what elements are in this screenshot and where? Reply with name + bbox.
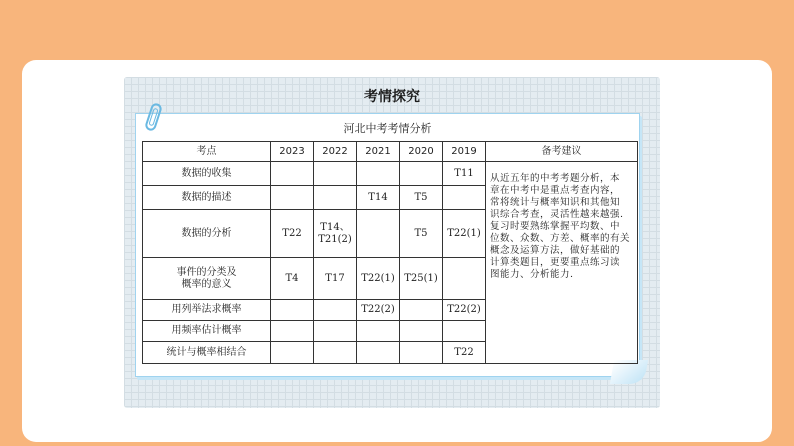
advice-line: 章在中考中是重点考查内容， <box>490 185 621 196</box>
card-title: 考情探究 <box>364 89 420 105</box>
advice-line: 复习时要熟练掌握平均数、中 <box>490 221 621 232</box>
cell-2019: T11 <box>443 162 486 186</box>
cell-2021 <box>357 210 400 258</box>
cell-2023 <box>271 300 314 321</box>
header-2020: 2020 <box>400 142 443 162</box>
cell-2022 <box>314 258 357 300</box>
cell-2021 <box>357 321 400 342</box>
cell-line: T17 <box>325 272 345 284</box>
cell-2022 <box>314 186 357 210</box>
topic-cell: 用列举法求概率 <box>143 300 271 321</box>
cell-2019: T22(2) <box>443 300 486 321</box>
cell-2022 <box>314 210 357 258</box>
header-2023: 2023 <box>271 142 314 162</box>
cell-2020 <box>400 321 443 342</box>
cell-line: T21(2) <box>318 233 352 245</box>
cell-2023 <box>271 162 314 186</box>
cell-2020: T25(1) <box>400 258 443 300</box>
advice-line: 从近五年的中考考题分析，本 <box>490 173 621 184</box>
cell-2019 <box>443 321 486 342</box>
analysis-table <box>142 141 638 364</box>
advice-line: 图能力、分析能力. <box>490 269 574 280</box>
cell-line: T14、 <box>320 221 350 233</box>
cell-2019: T22 <box>443 342 486 364</box>
cell-2021 <box>357 162 400 186</box>
cell-2019: T22(1) <box>443 210 486 258</box>
topic-line: 事件的分类及 <box>176 266 237 278</box>
header-advice: 备考建议 <box>486 142 638 162</box>
header-2019: 2019 <box>443 142 486 162</box>
cell-2023: T22 <box>271 210 314 258</box>
cell-2021 <box>357 342 400 364</box>
cell-2020 <box>400 342 443 364</box>
advice-cell <box>486 162 638 364</box>
cell-2021: T22(2) <box>357 300 400 321</box>
cell-2023: T4 <box>271 258 314 300</box>
header-topic: 考点 <box>143 142 271 162</box>
cell-2020 <box>400 300 443 321</box>
cell-2019 <box>443 186 486 210</box>
cell-2023 <box>271 321 314 342</box>
cell-2022 <box>314 162 357 186</box>
cell-2022 <box>314 321 357 342</box>
cell-2019 <box>443 258 486 300</box>
table-row <box>143 162 638 186</box>
cell-2022 <box>314 342 357 364</box>
cell-2020: T5 <box>400 210 443 258</box>
advice-line: 位数、众数、方差、概率的有关 <box>490 233 631 244</box>
header-2022: 2022 <box>314 142 357 162</box>
topic-cell: 统计与概率相结合 <box>143 342 271 364</box>
cell-2020 <box>400 162 443 186</box>
table-header-row <box>143 142 638 162</box>
topic-cell: 用频率估计概率 <box>143 321 271 342</box>
topic-cell: 数据的描述 <box>143 186 271 210</box>
advice-line: 概念及运算方法，做好基础的 <box>490 245 621 256</box>
cell-2021: T22(1) <box>357 258 400 300</box>
cell-2023 <box>271 342 314 364</box>
advice-line: 识综合考查，灵活性越来越强. <box>490 209 624 220</box>
topic-cell <box>143 258 271 300</box>
cell-2023 <box>271 186 314 210</box>
advice-line: 常将统计与概率知识和其他知 <box>490 197 621 208</box>
topic-line: 概率的意义 <box>181 278 232 290</box>
header-2021: 2021 <box>357 142 400 162</box>
cell-2022 <box>314 300 357 321</box>
table-title: 河北中考考情分析 <box>343 122 432 135</box>
cell-2021: T14 <box>357 186 400 210</box>
topic-cell: 数据的收集 <box>143 162 271 186</box>
advice-line: 计算类题目，更要重点练习读 <box>490 257 621 268</box>
topic-cell: 数据的分析 <box>143 210 271 258</box>
cell-2020: T5 <box>400 186 443 210</box>
